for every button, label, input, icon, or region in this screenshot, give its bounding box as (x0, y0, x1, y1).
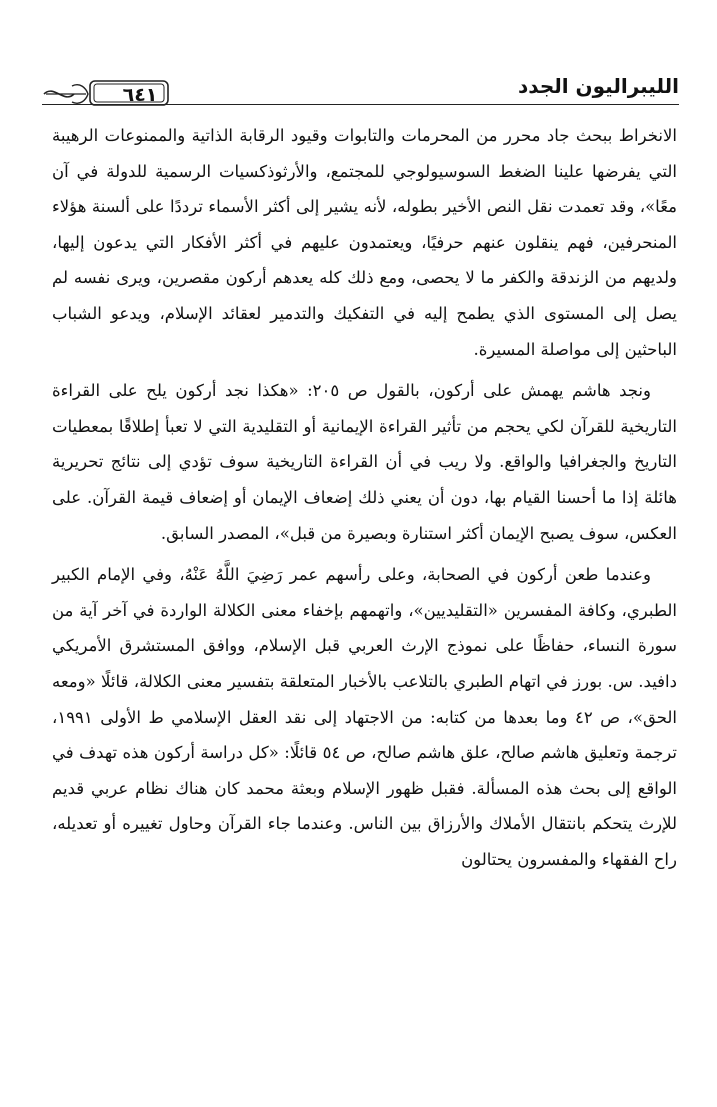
header-divider (42, 104, 679, 105)
body-text (52, 118, 677, 877)
paragraph: ونجد هاشم يهمش على أركون، بالقول ص ٢٠٥: «هكذا نجد أركون يلح على القراءة التاريخية للقرآن لكي يحجم من تأثير القراءة الإيمانية أو التقليدية التي لا تعبأ إطلاقًا بمعطيات التاريخ والجغرافيا والواقع. ولا ريب في أن القراءة التاريخية سوف تؤدي إلى نتائج تحريرية هائلة إذا ما أحسنا القيام بها، دون أن يعني ذلك إضعاف الإيمان أو إضعاف قيمة القرآن. على العكس، سوف يصبح الإيمان أكثر استنارة وبصيرة من قبل»، المصدر السابق. (52, 381, 677, 543)
running-header (42, 72, 679, 116)
page-number: ٦٤١ (122, 84, 158, 106)
paragraph: الانخراط ببحث جاد محرر من المحرمات والتابوات وقيود الرقابة الذاتية والممنوعات الرهيبة التي يفرضها علينا الضغط السوسيولوجي للمجتمع، والأرثوذكسيات الرسمية للدولة في آن معًا»، وقد تعمدت نقل النص الأخير بطوله، لأنه يشير إلى أكثر الأسماء ترددًا على ألسنة هؤلاء المنحرفين، فهم ينقلون عنهم حرفيًا، ويعتمدون عليهم في أكثر الأفكار التي يدعون إليها، ولديهم من الزندقة والكفر ما لا يحصى، ومع ذلك كله يعدهم أركون مقصرين، ويرى نفسه لم يصل إلى المستوى الذي يطمح إليه في التفكيك والتدمير لعقائد الإسلام، ويدعو الشباب الباحثين إلى مواصلة المسيرة. (52, 126, 677, 359)
paragraph: وعندما طعن أركون في الصحابة، وعلى رأسهم عمر رَضِيَ اللَّهُ عَنْهُ، وفي الإمام الكبير الطبري، وكافة المفسرين «التقليديين»، واتهمهم بإخفاء معنى الكلالة الواردة في آخر آية من سورة النساء، حفاظًا على نموذج الإرث العربي قبل الإسلام، ووافق المستشرق الأمريكي دافيد. س. بورز في اتهام الطبري بالتلاعب بالأخبار المتعلقة بتفسير معنى الكلالة، قائلًا «ومعه الحق»، ص ٤٢ وما بعدها من كتابه: من الاجتهاد إلى نقد العقل الإسلامي ط الأولى ١٩٩١، ترجمة وتعليق هاشم صالح، علق هاشم صالح، ص ٥٤ قائلًا: «كل دراسة أركون هذه تهدف في الواقع إلى بحث هذه المسألة. فقبل ظهور الإسلام وبعثة محمد كان هناك نظام عربي قديم للإرث يتحكم بانتقال الأملاك والأرزاق بين الناس. وعندما جاء القرآن وحاول تغييره أو تعديله، راح الفقهاء والمفسرون يحتالون (52, 565, 677, 869)
book-title: الليبراليون الجدد (518, 74, 679, 98)
